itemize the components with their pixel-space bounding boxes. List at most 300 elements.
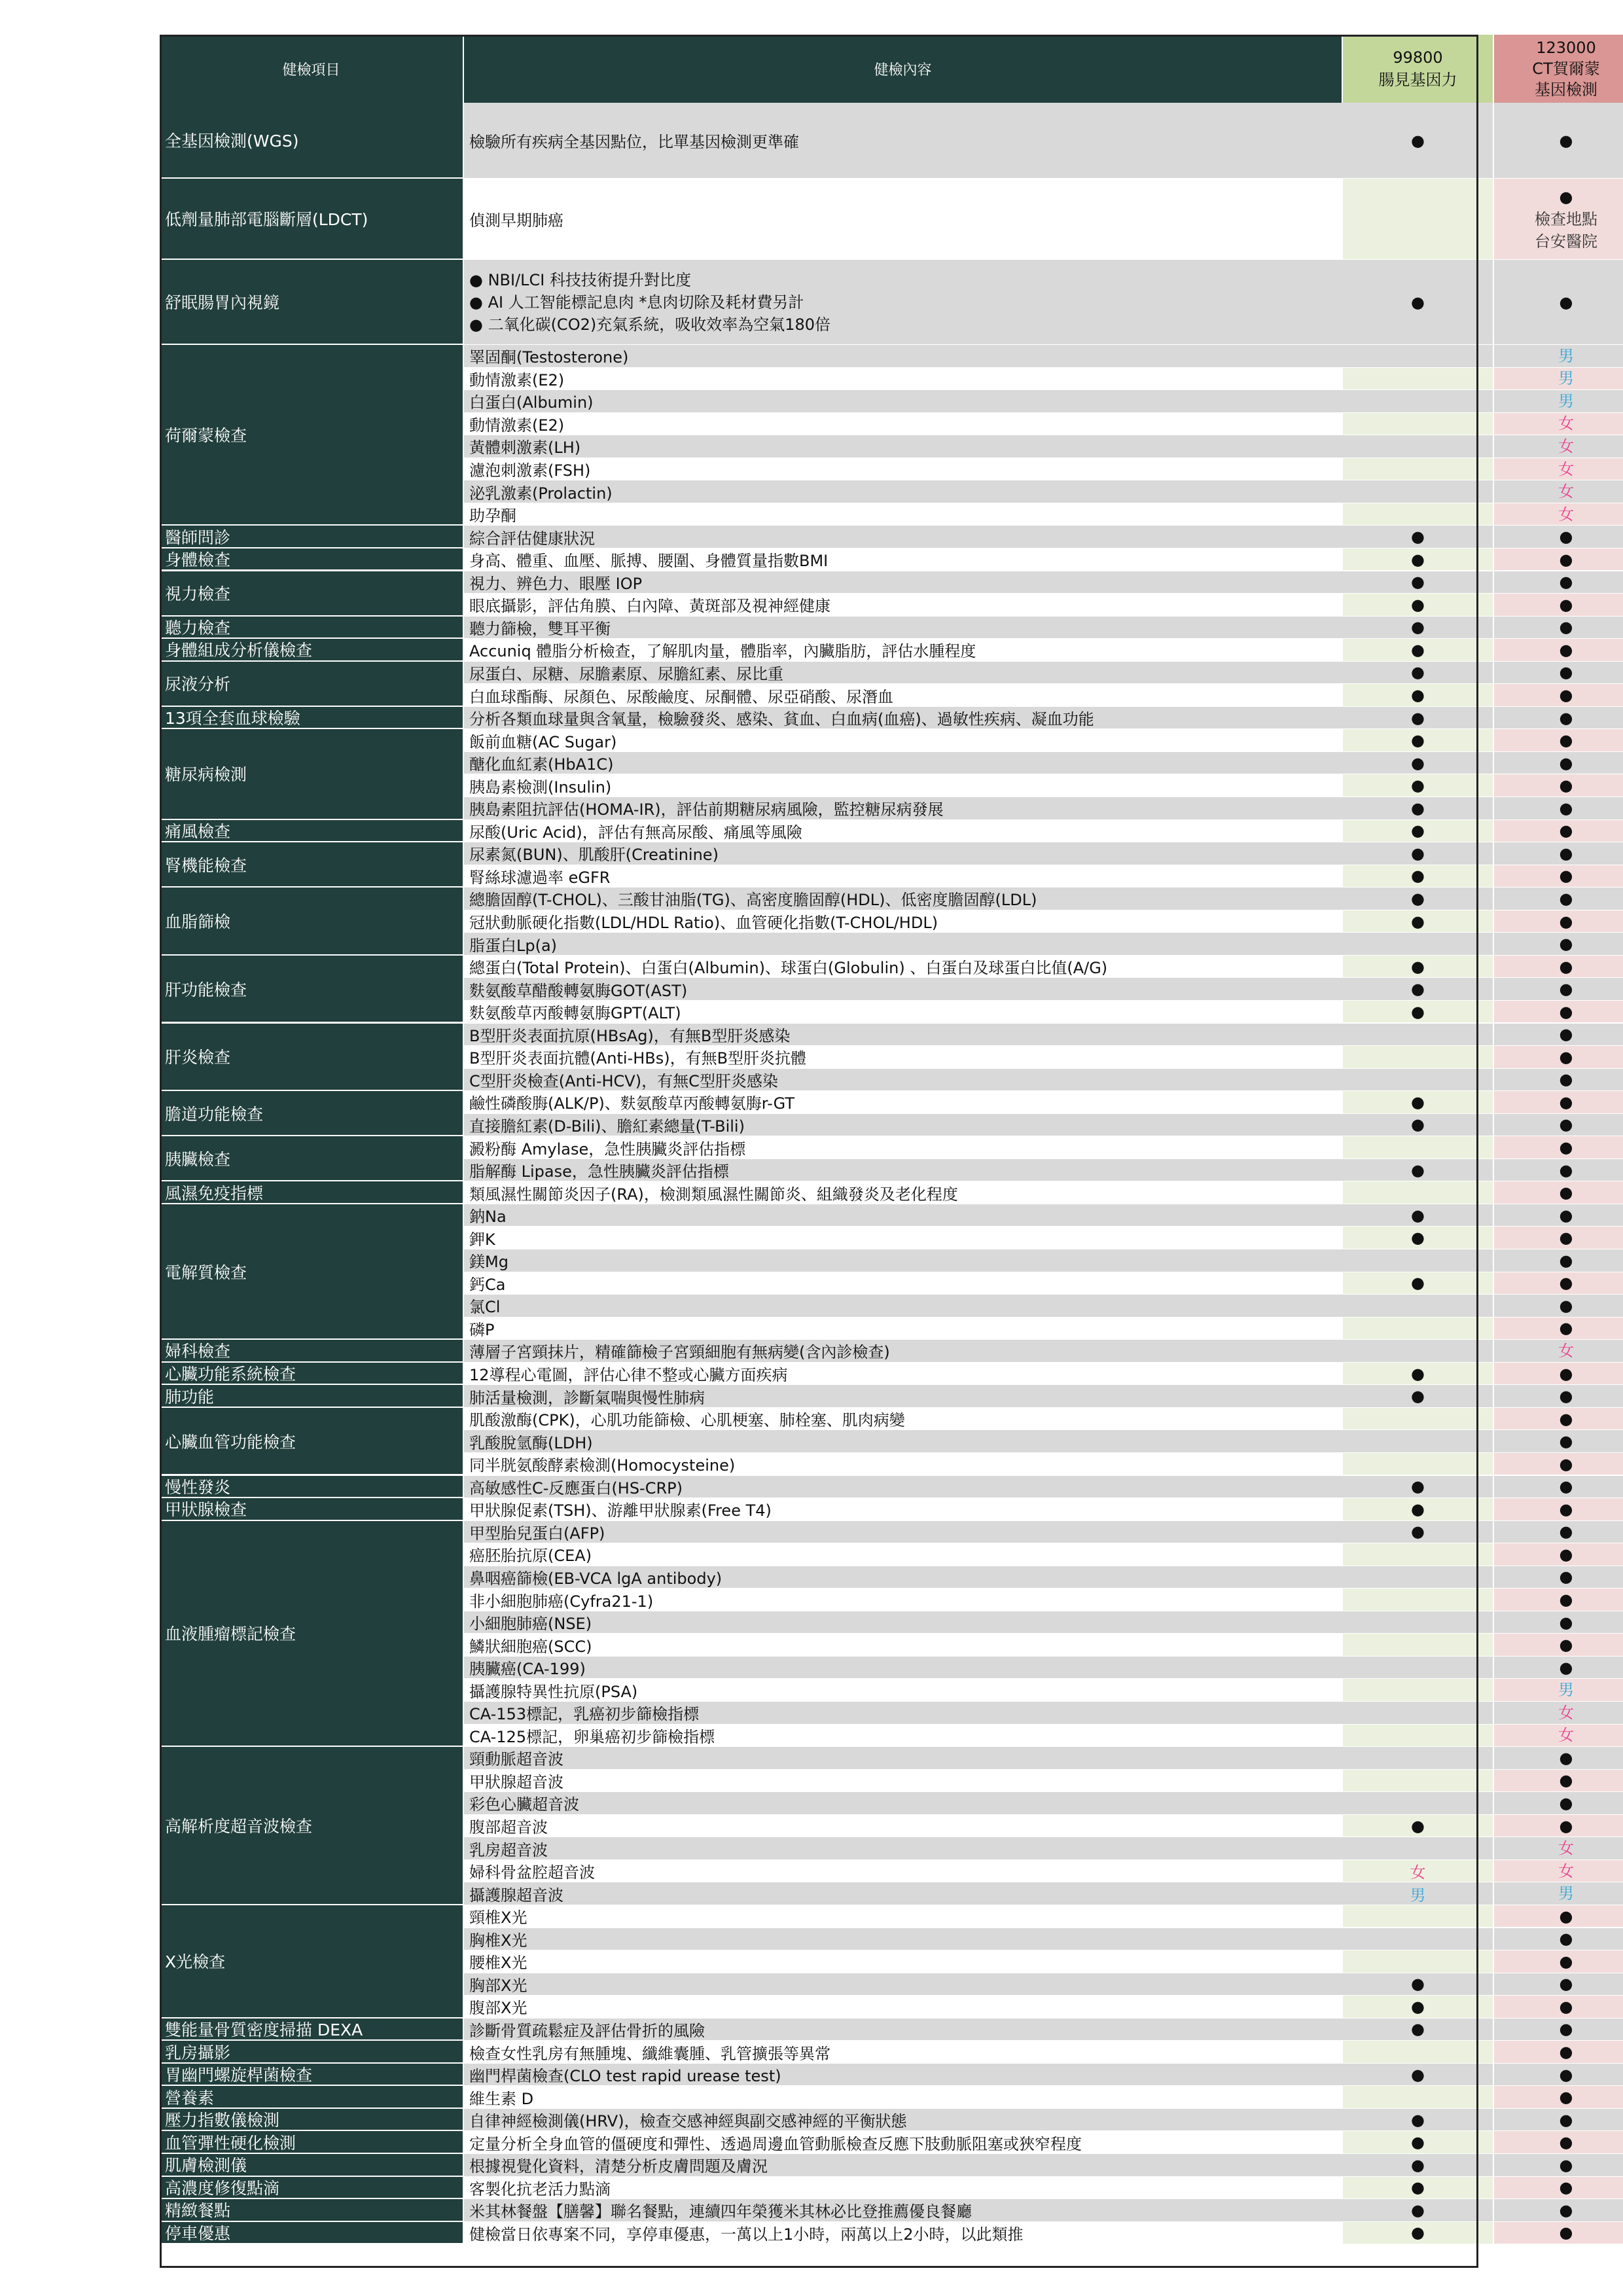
header-plan1 xyxy=(1343,35,1494,103)
table-row xyxy=(160,1453,1573,1476)
plan1-cell xyxy=(1343,1069,1494,1092)
table-row xyxy=(160,1069,1573,1092)
table-row xyxy=(160,1476,1573,1499)
included-dot: ● xyxy=(1411,708,1425,727)
content-cell: 總蛋白(Total Protein)、白蛋白(Albumin)、球蛋白(Globulin) 、白蛋白及球蛋白比值(A/G) xyxy=(464,956,1343,978)
included-dot: ● xyxy=(1559,1274,1573,1293)
table-row xyxy=(160,1996,1573,2018)
content-line: ● AI 人工智能標記息肉 *息肉切除及耗材費另計 xyxy=(469,293,804,312)
included-dot: ● xyxy=(1559,550,1573,569)
table-row xyxy=(160,2109,1573,2132)
category-cell: 電解質檢查 xyxy=(160,1204,464,1340)
plan2-cell xyxy=(1494,684,1623,707)
category-cell: 高解析度超音波檢查 xyxy=(160,1747,464,1905)
included-dot: ● xyxy=(1559,293,1573,312)
plan2-location-value: 台安醫院 xyxy=(1535,232,1597,251)
plan1-cell xyxy=(1343,390,1494,413)
plan1-cell xyxy=(1343,956,1494,978)
plan2-cell xyxy=(1494,1679,1623,1702)
plan2-cell xyxy=(1494,548,1623,571)
included-dot: ● xyxy=(1559,912,1573,931)
included-dot: ● xyxy=(1411,844,1425,863)
included-dot: ● xyxy=(1411,1975,1425,1994)
category-cell: 13項全套血球檢驗 xyxy=(160,707,464,730)
table-row xyxy=(160,1679,1574,1702)
plan2-cell xyxy=(1494,1069,1623,1092)
table-row xyxy=(160,1702,1574,1725)
included-dot: ● xyxy=(1559,2043,1573,2062)
plan1-cell xyxy=(1343,2154,1494,2177)
plan1-cell xyxy=(1343,1340,1494,1363)
category-cell: 營養素 xyxy=(160,2086,464,2109)
included-dot: ● xyxy=(1411,2133,1425,2152)
plan1-cell xyxy=(1343,526,1494,548)
table-row xyxy=(160,1815,1573,1838)
category-cell: 心臟血管功能檢查 xyxy=(160,1408,464,1476)
plan2-cell xyxy=(1494,933,1623,956)
included-dot: ● xyxy=(1411,731,1425,750)
table-row xyxy=(160,1136,1573,1159)
table-row xyxy=(160,594,1573,617)
table-row xyxy=(160,1950,1573,1973)
included-dot: ● xyxy=(1411,2065,1425,2084)
plan1-cell xyxy=(1343,1318,1494,1340)
table-row xyxy=(160,2064,1573,2087)
content-cell: 直接膽紅素(D-Bili)、膽紅素總量(T-Bili) xyxy=(464,1114,1343,1137)
category-cell: 胰臟檢查 xyxy=(160,1136,464,1181)
content-cell: 白血球酯酶、尿顏色、尿酸鹼度、尿酮體、尿亞硝酸、尿潛血 xyxy=(464,684,1343,707)
plan2-cell xyxy=(1494,2041,1623,2064)
plan2-price: 123000 xyxy=(1536,39,1596,57)
plan1-cell xyxy=(1343,865,1494,888)
included-dot: ● xyxy=(1559,1047,1573,1066)
included-dot: ● xyxy=(1559,640,1573,659)
included-dot: ● xyxy=(1559,2178,1573,2197)
table-row xyxy=(160,390,1574,413)
table-row xyxy=(160,1340,1574,1363)
plan1-cell xyxy=(1343,797,1494,820)
plan2-cell xyxy=(1494,571,1623,594)
plan2-cell xyxy=(1494,368,1623,391)
content-cell: 鎂Mg xyxy=(464,1249,1343,1272)
content-cell: 分析各類血球量與含氧量，檢驗發炎、感染、貧血、白血病(血癌)、過敏性疾病、凝血功能 xyxy=(464,707,1343,730)
content-cell: 醣化血紅素(HbA1C) xyxy=(464,752,1343,775)
plan1-cell xyxy=(1343,707,1494,730)
plan2-cell xyxy=(1494,729,1623,752)
plan2-cell xyxy=(1494,1024,1623,1047)
content-cell: 脂解酶 Lipase，急性胰臟炎評估指標 xyxy=(464,1159,1343,1182)
plan1-cell xyxy=(1343,1295,1494,1318)
table-row xyxy=(160,1928,1573,1951)
content-cell: 婦科骨盆腔超音波 xyxy=(464,1860,1343,1883)
included-dot: ● xyxy=(1559,595,1573,614)
included-dot: ● xyxy=(1559,1748,1573,1767)
included-dot: ● xyxy=(1411,2178,1425,2197)
included-dot: ● xyxy=(1411,980,1425,999)
content-cell: 胰臟癌(CA-199) xyxy=(464,1657,1343,1679)
included-dot: ● xyxy=(1559,731,1573,750)
plan1-cell xyxy=(1343,1024,1494,1047)
included-dot: ● xyxy=(1559,1183,1573,1202)
plan2-cell xyxy=(1494,345,1623,368)
category-cell: 慢性發炎 xyxy=(160,1476,464,1499)
included-dot: ● xyxy=(1411,753,1425,772)
content-cell: B型肝炎表面抗體(Anti-HBs)，有無B型肝炎抗體 xyxy=(464,1046,1343,1069)
included-dot: ● xyxy=(1559,2065,1573,2084)
included-dot: ● xyxy=(1411,550,1425,569)
included-dot: ● xyxy=(1559,187,1573,206)
plan1-cell xyxy=(1343,1634,1494,1657)
category-cell: 血脂篩檢 xyxy=(160,888,464,956)
included-dot: ● xyxy=(1559,2133,1573,2152)
plan2-cell xyxy=(1494,1476,1623,1499)
content-cell: 腎絲球濾過率 eGFR xyxy=(464,865,1343,888)
plan2-cell xyxy=(1494,594,1623,617)
table-row xyxy=(160,842,1573,865)
content-cell: 乳房超音波 xyxy=(464,1837,1343,1860)
table-row xyxy=(160,1408,1573,1431)
plan2-mark: 女 xyxy=(1558,1861,1574,1880)
included-dot: ● xyxy=(1559,1229,1573,1247)
plan1-cell xyxy=(1343,2064,1494,2087)
included-dot: ● xyxy=(1559,2088,1573,2107)
included-dot: ● xyxy=(1559,1929,1573,1948)
table-row xyxy=(160,774,1573,797)
content-cell: 腹部X光 xyxy=(464,1996,1343,2018)
included-dot: ● xyxy=(1411,867,1425,886)
plan1-cell xyxy=(1343,978,1494,1001)
included-dot: ● xyxy=(1559,1771,1573,1790)
category-cell: 視力檢查 xyxy=(160,571,464,617)
included-dot: ● xyxy=(1411,1997,1425,2016)
plan2-cell xyxy=(1494,662,1623,685)
plan2-cell xyxy=(1494,752,1623,775)
content-cell: 健檢當日依專案不同，享停車優惠，一萬以上1小時，兩萬以上2小時，以此類推 xyxy=(464,2222,1343,2245)
content-cell: 診斷骨質疏鬆症及評估骨折的風險 xyxy=(464,2018,1343,2041)
plan2-cell xyxy=(1494,480,1623,503)
table-row xyxy=(160,1091,1573,1114)
included-dot: ● xyxy=(1559,708,1573,727)
plan2-cell xyxy=(1494,526,1623,548)
table-row xyxy=(160,435,1574,458)
content-cell: 白蛋白(Albumin) xyxy=(464,390,1343,413)
included-dot: ● xyxy=(1559,1545,1573,1564)
content-cell: 視力、辨色力、眼壓 IOP xyxy=(464,571,1343,594)
content-cell: 黃體刺激素(LH) xyxy=(464,435,1343,458)
plan2-cell xyxy=(1494,1566,1623,1589)
plan2-cell xyxy=(1494,1001,1623,1024)
plan2-cell xyxy=(1494,1905,1623,1928)
content-cell: 米其林餐盤【膳馨】聯名餐點，連續四年榮獲米其林必比登推薦優良餐廳 xyxy=(464,2199,1343,2222)
table-row xyxy=(160,2041,1573,2064)
category-cell: X光檢查 xyxy=(160,1905,464,2018)
table-row xyxy=(160,1318,1573,1340)
table-row xyxy=(160,820,1573,843)
content-cell: 彩色心臟超音波 xyxy=(464,1792,1343,1815)
plan1-cell xyxy=(1343,774,1494,797)
plan1-cell xyxy=(1343,1159,1494,1182)
included-dot: ● xyxy=(1411,686,1425,705)
table-row xyxy=(160,910,1573,933)
plan1-cell xyxy=(1343,1792,1494,1815)
plan2-mark: 女 xyxy=(1558,1726,1574,1745)
plan1-cell xyxy=(1343,1091,1494,1114)
plan2-location-label: 檢查地點 xyxy=(1535,209,1597,228)
included-dot: ● xyxy=(1411,131,1425,150)
plan1-cell xyxy=(1343,1588,1494,1611)
plan2-cell xyxy=(1494,1227,1623,1249)
included-dot: ● xyxy=(1559,131,1573,150)
included-dot: ● xyxy=(1411,2200,1425,2219)
plan2-cell xyxy=(1494,617,1623,639)
plan2-cell xyxy=(1494,1657,1623,1679)
plan2-cell xyxy=(1494,1792,1623,1815)
content-cell: 尿酸(Uric Acid)，評估有無高尿酸、痛風等風險 xyxy=(464,820,1343,843)
plan1-cell xyxy=(1343,103,1494,179)
plan1-cell xyxy=(1343,2131,1494,2154)
category-cell: 肝功能檢查 xyxy=(160,956,464,1024)
plan2-cell xyxy=(1494,774,1623,797)
plan1-cell xyxy=(1343,480,1494,503)
category-cell: 血管彈性硬化檢測 xyxy=(160,2131,464,2154)
included-dot: ● xyxy=(1559,1907,1573,1926)
included-dot: ● xyxy=(1559,1658,1573,1677)
plan1-cell xyxy=(1343,1747,1494,1770)
table-row xyxy=(160,458,1574,481)
included-dot: ● xyxy=(1411,1160,1425,1179)
table-row xyxy=(160,2086,1573,2109)
plan2-cell xyxy=(1494,503,1623,526)
included-dot: ● xyxy=(1411,889,1425,908)
included-dot: ● xyxy=(1411,1364,1425,1383)
included-dot: ● xyxy=(1559,1025,1573,1044)
table-row xyxy=(160,1521,1573,1544)
plan1-cell xyxy=(1343,1476,1494,1499)
included-dot: ● xyxy=(1559,1138,1573,1157)
plan2-mark: 女 xyxy=(1558,505,1574,524)
header-plan2 xyxy=(1494,35,1623,103)
table-row xyxy=(160,1770,1573,1793)
table-row xyxy=(160,1227,1573,1249)
content-cell: 腹部超音波 xyxy=(464,1815,1343,1838)
plan1-mark: 男 xyxy=(1410,1886,1426,1905)
included-dot: ● xyxy=(1559,663,1573,682)
plan1-cell xyxy=(1343,933,1494,956)
plan1-cell xyxy=(1343,1837,1494,1860)
included-dot: ● xyxy=(1411,293,1425,312)
plan2-cell xyxy=(1494,1430,1623,1453)
plan2-cell xyxy=(1494,888,1623,910)
plan2-cell xyxy=(1494,910,1623,933)
category-cell: 風濕免疫指標 xyxy=(160,1181,464,1204)
plan1-cell xyxy=(1343,1001,1494,1024)
included-dot: ● xyxy=(1559,2223,1573,2242)
plan2-cell xyxy=(1494,1725,1623,1748)
table-row xyxy=(160,548,1573,571)
table-row xyxy=(160,345,1574,368)
table-row xyxy=(160,1792,1573,1815)
category-cell: 雙能量骨質密度掃描 DEXA xyxy=(160,2018,464,2041)
included-dot: ● xyxy=(1559,776,1573,795)
category-cell: 婦科檢查 xyxy=(160,1340,464,1363)
included-dot: ● xyxy=(1559,1432,1573,1451)
plan2-cell xyxy=(1494,1634,1623,1657)
content-cell: 同半胱氨酸酵素檢測(Homocysteine) xyxy=(464,1453,1343,1476)
included-dot: ● xyxy=(1411,1816,1425,1835)
plan1-cell xyxy=(1343,2199,1494,2222)
included-dot: ● xyxy=(1411,912,1425,931)
plan2-cell xyxy=(1494,2064,1623,2087)
included-dot: ● xyxy=(1411,798,1425,817)
included-dot: ● xyxy=(1411,640,1425,659)
content-cell: 尿蛋白、尿糖、尿膽素原、尿膽紅素、尿比重 xyxy=(464,662,1343,685)
content-cell: 泌乳激素(Prolactin) xyxy=(464,480,1343,503)
content-cell: 偵測早期肺癌 xyxy=(464,179,1343,260)
content-cell: 動情激素(E2) xyxy=(464,368,1343,391)
plan2-cell xyxy=(1494,1249,1623,1272)
included-dot: ● xyxy=(1559,1816,1573,1835)
plan2-cell xyxy=(1494,1204,1623,1227)
table-row xyxy=(160,662,1573,685)
plan1-cell xyxy=(1343,684,1494,707)
table-row xyxy=(160,480,1574,503)
category-cell: 舒眠腸胃內視鏡 xyxy=(160,260,464,345)
content-cell: 氯Cl xyxy=(464,1295,1343,1318)
content-cell: 攝護腺超音波 xyxy=(464,1882,1343,1905)
content-cell: 胰島素檢測(Insulin) xyxy=(464,774,1343,797)
plan1-cell xyxy=(1343,752,1494,775)
included-dot: ● xyxy=(1411,595,1425,614)
plan2-cell xyxy=(1494,639,1623,662)
content-cell xyxy=(464,260,1343,345)
plan1-cell xyxy=(1343,888,1494,910)
category-cell: 身體組成分析儀檢查 xyxy=(160,639,464,662)
content-cell: CA-153標記，乳癌初步篩檢指標 xyxy=(464,1702,1343,1725)
plan1-cell xyxy=(1343,639,1494,662)
plan1-cell xyxy=(1343,1679,1494,1702)
plan1-cell xyxy=(1343,1114,1494,1137)
table-row xyxy=(160,1611,1573,1634)
plan1-cell xyxy=(1343,1430,1494,1453)
included-dot: ● xyxy=(1559,1092,1573,1111)
table-row xyxy=(160,179,1597,260)
table-row xyxy=(160,1566,1573,1589)
plan2-cell xyxy=(1494,2199,1623,2222)
table-row xyxy=(160,1272,1573,1295)
plan1-cell xyxy=(1343,729,1494,752)
plan1-cell xyxy=(1343,662,1494,685)
content-cell: B型肝炎表面抗原(HBsAg)，有無B型肝炎感染 xyxy=(464,1024,1343,1047)
plan2-cell xyxy=(1494,103,1623,179)
content-cell: C型肝炎檢查(Anti-HCV)，有無C型肝炎感染 xyxy=(464,1069,1343,1092)
plan1-cell xyxy=(1343,2018,1494,2041)
plan2-cell xyxy=(1494,2086,1623,2109)
plan2-cell xyxy=(1494,1860,1623,1883)
table-row xyxy=(160,1249,1573,1272)
plan2-cell xyxy=(1494,1159,1623,1182)
included-dot: ● xyxy=(1559,1319,1573,1338)
plan1-cell xyxy=(1343,842,1494,865)
content-cell: 甲狀腺超音波 xyxy=(464,1770,1343,1793)
table-row xyxy=(160,1588,1573,1611)
plan1-cell xyxy=(1343,1928,1494,1951)
content-cell: 總膽固醇(T-CHOL)、三酸甘油脂(TG)、高密度膽固醇(HDL)、低密度膽固醇(LDL) xyxy=(464,888,1343,910)
table-row xyxy=(160,1973,1573,1996)
included-dot: ● xyxy=(1411,1206,1425,1225)
table-row xyxy=(160,617,1573,639)
included-dot: ● xyxy=(1411,573,1425,592)
included-dot: ● xyxy=(1559,1002,1573,1021)
category-cell: 糖尿病檢測 xyxy=(160,729,464,819)
plan1-cell xyxy=(1343,1725,1494,1748)
table-row xyxy=(160,1114,1573,1137)
plan1-cell xyxy=(1343,1860,1494,1883)
plan1-cell xyxy=(1343,1950,1494,1973)
table-row xyxy=(160,1001,1573,1024)
included-dot: ● xyxy=(1559,1613,1573,1632)
content-cell: 腰椎X光 xyxy=(464,1950,1343,1973)
content-cell: 頸動脈超音波 xyxy=(464,1747,1343,1770)
table-row xyxy=(160,1498,1573,1521)
content-cell: 根據視覺化資料，清楚分析皮膚問題及膚況 xyxy=(464,2154,1343,2177)
plan1-name: 腸見基因力 xyxy=(1378,71,1457,89)
category-cell: 膽道功能檢查 xyxy=(160,1091,464,1136)
plan1-cell xyxy=(1343,1363,1494,1386)
category-cell: 聽力檢查 xyxy=(160,617,464,639)
included-dot: ● xyxy=(1559,1568,1573,1587)
category-cell: 停車優惠 xyxy=(160,2222,464,2245)
plan2-cell xyxy=(1494,1973,1623,1996)
content-cell: 小細胞肺癌(NSE) xyxy=(464,1611,1343,1634)
included-dot: ● xyxy=(1559,1296,1573,1315)
table-row xyxy=(160,2154,1573,2177)
plan2-cell xyxy=(1494,1181,1623,1204)
plan2-cell xyxy=(1494,2177,1623,2200)
plan1-cell xyxy=(1343,503,1494,526)
plan2-cell xyxy=(1494,2154,1623,2177)
table-row xyxy=(160,1363,1573,1386)
plan2-cell xyxy=(1494,1928,1623,1951)
content-cell: 鈣Ca xyxy=(464,1272,1343,1295)
content-cell: 鉀K xyxy=(464,1227,1343,1249)
plan1-cell xyxy=(1343,1249,1494,1272)
table-row xyxy=(160,797,1573,820)
plan2-mark: 女 xyxy=(1558,459,1574,478)
included-dot: ● xyxy=(1559,2155,1573,2174)
content-cell: 胸部X光 xyxy=(464,1973,1343,1996)
included-dot: ● xyxy=(1411,2110,1425,2129)
plan2-cell xyxy=(1494,1272,1623,1295)
table-row xyxy=(160,1159,1573,1182)
table-row xyxy=(160,1657,1573,1679)
table-row xyxy=(160,1543,1573,1566)
plan2-cell xyxy=(1494,707,1623,730)
category-cell: 痛風檢查 xyxy=(160,820,464,843)
included-dot: ● xyxy=(1559,2020,1573,2039)
included-dot: ● xyxy=(1559,821,1573,840)
plan2-cell xyxy=(1494,1588,1623,1611)
plan2-cell xyxy=(1494,390,1623,413)
plan2-cell xyxy=(1494,458,1623,481)
included-dot: ● xyxy=(1559,1115,1573,1134)
included-dot: ● xyxy=(1559,1975,1573,1994)
plan1-cell xyxy=(1343,1227,1494,1249)
content-cell: 綜合評估健康狀況 xyxy=(464,526,1343,548)
category-cell: 肝炎檢查 xyxy=(160,1024,464,1092)
content-cell: 濾泡刺激素(FSH) xyxy=(464,458,1343,481)
table-row xyxy=(160,368,1574,391)
table-row xyxy=(160,888,1573,910)
